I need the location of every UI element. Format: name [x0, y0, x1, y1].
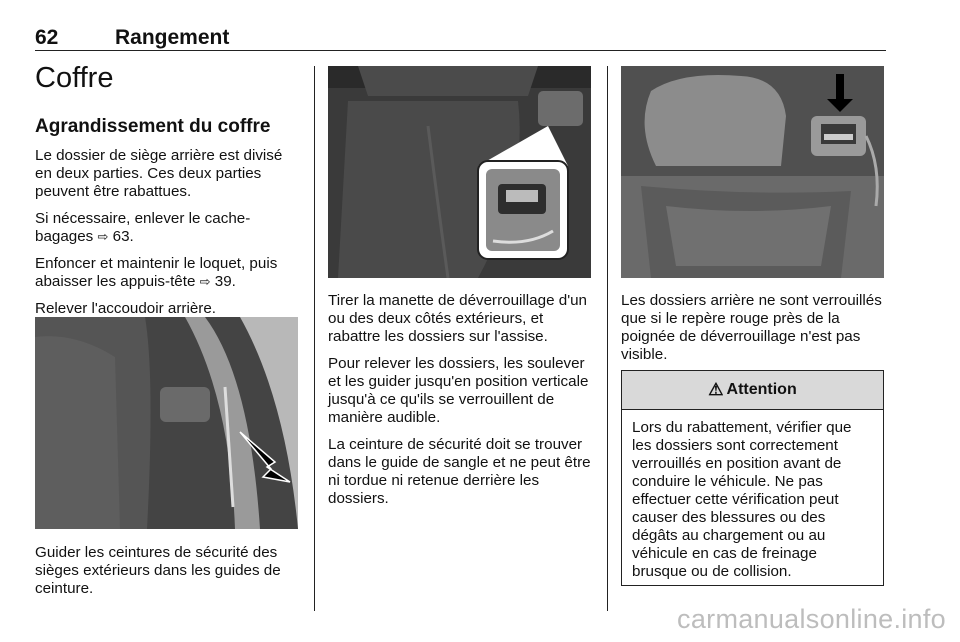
- page-number: 62: [35, 26, 59, 49]
- headrest-latch-illustration: [621, 66, 884, 278]
- section-subtitle: Agrandissement du coffre: [35, 116, 271, 137]
- paragraph: Les dossiers arrière ne sont verrouillés que si le repère rouge près de la poignée de déverrouillage n'est pas visible.: [621, 292, 882, 363]
- paragraph: Relever l'accoudoir arrière.: [35, 300, 217, 317]
- column-2-text: [328, 292, 596, 517]
- warning-box: [621, 370, 884, 586]
- column-divider-1: [314, 66, 315, 611]
- warning-body: Lors du rabattement, vérifier que les dossiers sont correctement verrouillés en position avant de conduire le véhicule. Ne pas effectuer cette vérification peut causer des blessures ou des dégâts au chargement ou au véhicule en cas de freinage brusque ou de collision.: [632, 419, 852, 580]
- column-1-caption: [35, 544, 303, 607]
- paragraph: La ceinture de sécurité doit se trouver dans le guide de sangle et ne peut être ni tordue ni retenue derrière les dossiers.: [328, 436, 591, 507]
- watermark: carmanualsonline.info: [677, 604, 946, 634]
- page-ref-arrow-icon: ⇨: [199, 274, 211, 289]
- page-ref-link[interactable]: 63.: [112, 228, 134, 245]
- column-1-text: [35, 147, 303, 327]
- paragraph: Pour relever les dossiers, les soulever et les guider jusqu'en position verticale jusqu'à ce qu'ils se verrouillent de manière audible.: [328, 355, 589, 426]
- paragraph: [35, 210, 303, 246]
- warning-header: [622, 371, 883, 410]
- paragraph-text: Si nécessaire, enlever le cache-bagages: [35, 210, 251, 245]
- warning-triangle-icon: ⚠: [708, 380, 724, 399]
- paragraph: Le dossier de siège arrière est divisé en deux parties. Ces deux parties peuvent être rabattues.: [35, 147, 283, 200]
- page-ref-link[interactable]: 39.: [214, 273, 236, 290]
- warning-title: Attention: [726, 381, 797, 398]
- page-title: Coffre: [35, 62, 114, 94]
- column-3-text: [621, 292, 886, 373]
- paragraph-text: Enfoncer et maintenir le loquet, puis abaisser les appuis-tête: [35, 255, 278, 290]
- paragraph: [35, 255, 303, 291]
- header-rule: [35, 50, 886, 51]
- belt-guide-illustration: [35, 317, 298, 529]
- paragraph: Guider les ceintures de sécurité des sièges extérieurs dans les guides de ceinture.: [35, 544, 281, 597]
- page-header: [35, 26, 885, 52]
- section-title: Rangement: [115, 26, 230, 49]
- paragraph: Tirer la manette de déverrouillage d'un ou des deux côtés extérieurs, et rabattre les dossiers sur l'assise.: [328, 292, 587, 345]
- release-lever-illustration: [328, 66, 591, 278]
- column-divider-2: [607, 66, 608, 611]
- page-ref-arrow-icon: ⇨: [97, 229, 109, 244]
